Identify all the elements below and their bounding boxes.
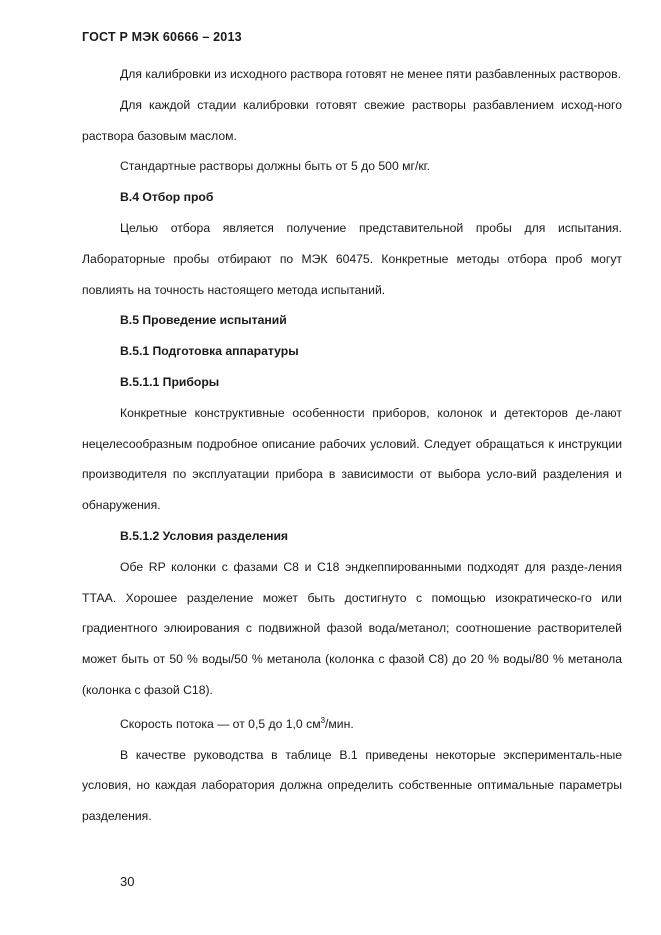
paragraph-calibration-dilutions: Для калибровки из исходного раствора готовят не менее пяти разбавленных растворов. xyxy=(120,67,622,81)
paragraph-standard-range: Стандартные растворы должны быть от 5 до 500 мг/кг. xyxy=(120,159,431,174)
paragraph-experimental-conditions: В качестве руководства в таблице В.1 приведены некоторые эксперименталь-ные условия, но каждая лаборатория должна определить собственные оптимальные параметры разделения. xyxy=(82,747,622,824)
paragraph-separation-conditions: Обе RP колонки с фазами С8 и С18 эндкеппированными подходят для разде-ления ТТАА. Хорошее разделение может быть достигнуто с помощью изократическо-го или градиентного элюирования с подвижной фазой вода/метанол; соотношение растворителей может быть от 50 % воды/50 % метанола (колонка с фазой С8) до 20 % воды/80 % метанола (колонка с фазой С18). xyxy=(82,559,622,697)
flow-rate-text: Скорость потока — от 0,5 до 1,0 см xyxy=(120,716,321,731)
heading-b511-instruments: В.5.1.1 Приборы xyxy=(120,374,220,389)
paragraph-flow-rate xyxy=(82,706,622,740)
paragraph-calibration-fresh-solutions: Для каждой стадии калибровки готовят свежие растворы разбавлением исход-ного раствора базовым маслом. xyxy=(82,97,622,143)
heading-b4-sampling: В.4 Отбор проб xyxy=(120,190,214,205)
flow-rate-unit-tail: /мин. xyxy=(325,716,354,731)
flow-rate-superscript: 3 xyxy=(320,715,326,725)
standard-header: ГОСТ Р МЭК 60666 – 2013 xyxy=(82,30,242,44)
paragraph-instruments: Конкретные конструктивные особенности приборов, колонок и детекторов де-лают нецелесообразным подробное описание рабочих условий. Следует обращаться к инструкции производителя по эксплуатации прибора в зависимости от выбора усло-вий разделения и обнаружения. xyxy=(82,405,622,513)
heading-b51-apparatus: В.5.1 Подготовка аппаратуры xyxy=(120,344,299,359)
heading-b5-testing: В.5 Проведение испытаний xyxy=(120,313,287,328)
page-number: 30 xyxy=(120,874,135,889)
page-body xyxy=(82,59,622,832)
heading-b512-separation: В.5.1.2 Условия разделения xyxy=(120,528,289,543)
paragraph-sampling: Целью отбора является получение представительной пробы для испытания. Лабораторные пробы отбирают по МЭК 60475. Конкретные методы отбора проб могут повлиять на точность настоящего метода испытаний. xyxy=(82,220,622,297)
